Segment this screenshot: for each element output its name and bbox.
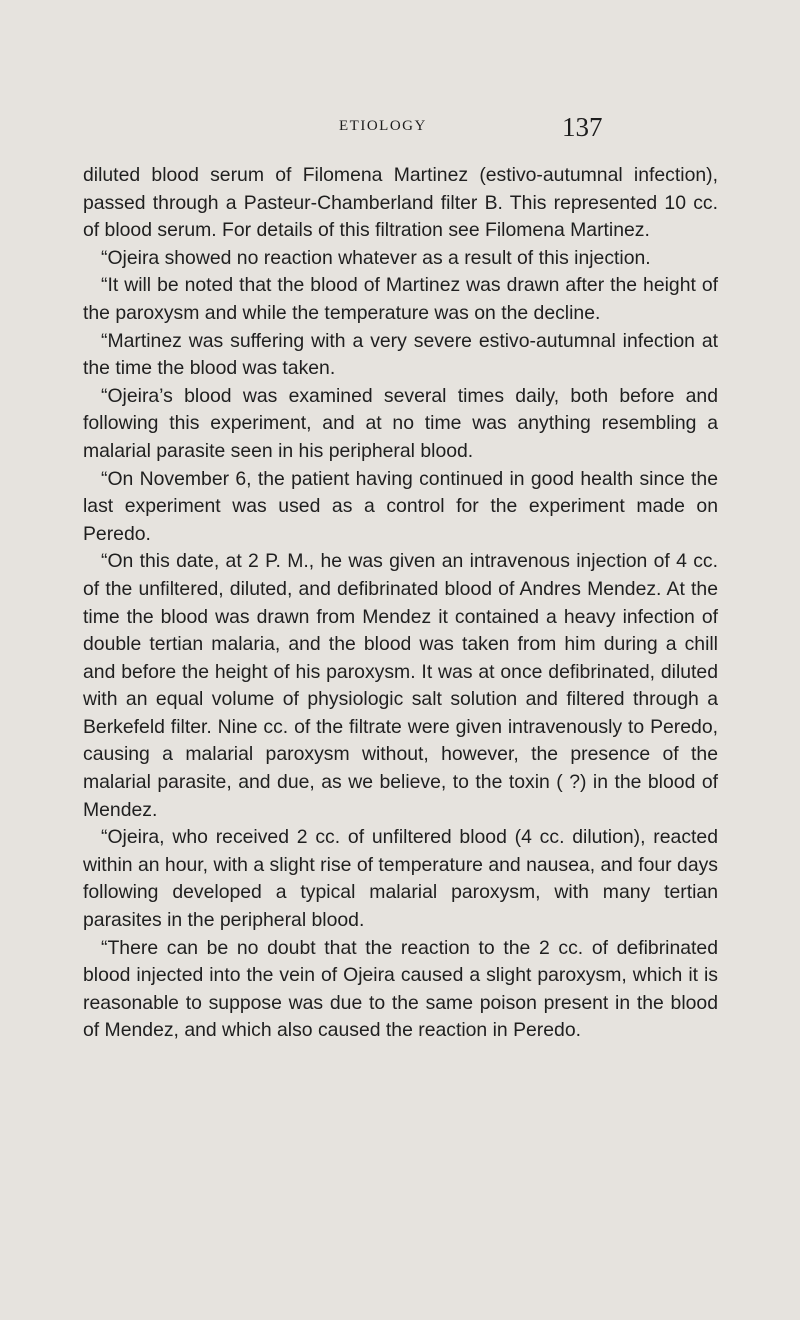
paragraph-7: “On this date, at 2 P. M., he was given an intravenous injection of 4 cc. of the unfiltered, diluted, and defibrinated blood of Andres Mendez. At the time the blood was drawn from Mendez it contained a heavy infection of double tertian malaria, and the blood was taken from him during a chill and before the height of his paroxysm. It was at once defibrinated, diluted with an equal volume of physiologic salt solution and filtered through a Berkefeld filter. Nine cc. of the filtrate were given intravenously to Peredo, causing a malarial paroxysm without, however, the presence of the malarial parasite, and due, as we believe, to the toxin ( ?) in the blood of Mendez. (83, 550, 718, 821)
running-head: ETIOLOGY (339, 118, 427, 134)
paragraph-9: “There can be no doubt that the reaction to the 2 cc. of defibrinated blood injected into the vein of Ojeira caused a slight paroxysm, which it is reasonable to suppose was due to the same poison present in the blood of Mendez, and which also caused the reaction in Peredo. (83, 936, 718, 1042)
paragraph-3: “It will be noted that the blood of Martinez was drawn after the height of the paroxysm and while the temperature was on the decline. (83, 274, 718, 324)
paragraph-5: “Ojeira’s blood was examined several times daily, both before and following this experiment, and at no time was anything resembling a malarial parasite seen in his peripheral blood. (83, 384, 718, 462)
paragraph-1: diluted blood serum of Filomena Martinez (estivo-autumnal infection), passed through a Pasteur-Chamberland filter B. This represented 10 cc. of blood serum. For details of this filtration see Filomena Martinez. (83, 164, 718, 242)
page-header (0, 112, 800, 152)
paragraph-4: “Martinez was suffering with a very severe estivo-autumnal infection at the time the blood was taken. (83, 329, 718, 380)
paragraph-8: “Ojeira, who received 2 cc. of unfiltered blood (4 cc. dilution), reacted within an hour, with a slight rise of temperature and nausea, and four days following developed a typical malarial paroxysm, with many tertian parasites in the peripheral blood. (83, 826, 718, 932)
page-number: 137 (562, 112, 603, 142)
paragraph-6: “On November 6, the patient having continued in good health since the last experiment was used as a control for the experiment made on Peredo. (83, 467, 718, 545)
body-text (83, 162, 718, 1045)
paragraph-2: “Ojeira showed no reaction whatever as a result of this injection. (101, 246, 651, 269)
